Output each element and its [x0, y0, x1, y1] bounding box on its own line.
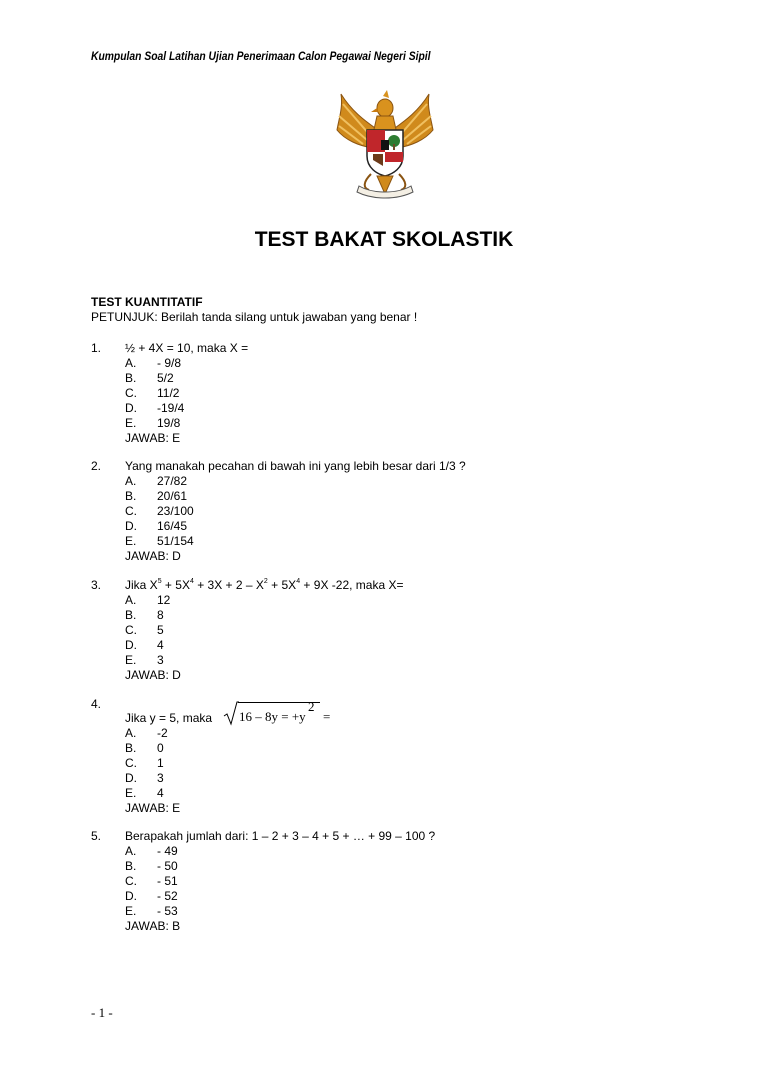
- option-a: A. -2: [125, 726, 168, 740]
- option-c: C. - 51: [125, 874, 178, 888]
- option-b: B. 5/2: [125, 371, 174, 385]
- question-number: 2.: [91, 459, 102, 473]
- question-number: 1.: [91, 341, 102, 355]
- option-b: B. 8: [125, 608, 164, 622]
- section-intro: [91, 295, 417, 325]
- option-b: B. 20/61: [125, 489, 188, 503]
- equals-sign: =: [323, 709, 331, 724]
- option-d: D. 16/45: [125, 519, 188, 533]
- radicand: 16 – 8y = +y: [239, 709, 306, 724]
- option-c: C. 1: [125, 756, 164, 770]
- option-a: A. - 9/8: [125, 356, 182, 370]
- running-header: Kumpulan Soal Latihan Ujian Penerimaan Calon Pegawai Negeri Sipil: [91, 49, 431, 63]
- question-text: ½ + 4X = 10, maka X =: [125, 341, 249, 355]
- option-c: C. 23/100: [125, 504, 194, 518]
- question-text: Jika y = 5, maka 16 – 8y = +y 2 =: [125, 699, 331, 725]
- option-b: B. 0: [125, 741, 164, 755]
- question-text: Jika $X^5 + 5X^4 + 3X + 2 - X^2 + 5X^4 + 9X$ -22, maka X=: [125, 578, 404, 592]
- option-e: E. 4: [125, 786, 164, 800]
- question-text: Berapakah jumlah dari: 1 – 2 + 3 – 4 + 5 + … + 99 – 100 ?: [125, 829, 436, 843]
- square-root-icon: [223, 700, 239, 726]
- question-number: 5.: [91, 829, 102, 843]
- option-d: D. 3: [125, 771, 164, 785]
- option-c: C. 5: [125, 623, 164, 637]
- option-b: B. - 50: [125, 859, 178, 873]
- option-d: D. -19/4: [125, 401, 185, 415]
- garuda-emblem: [333, 90, 437, 202]
- option-d: D. 4: [125, 638, 164, 652]
- question-text: Yang manakah pecahan di bawah ini yang lebih besar dari 1/3 ?: [125, 459, 466, 473]
- document-title: TEST BAKAT SKOLASTIK: [254, 228, 514, 251]
- answer-key: JAWAB: E: [125, 801, 181, 815]
- section-heading: TEST KUANTITATIF: [91, 295, 203, 309]
- answer-key: JAWAB: D: [125, 549, 181, 563]
- option-a: A. 12: [125, 593, 171, 607]
- answer-key: JAWAB: E: [125, 431, 181, 445]
- option-d: D. - 52: [125, 889, 178, 903]
- option-e: E. 3: [125, 653, 164, 667]
- answer-key: JAWAB: D: [125, 668, 181, 682]
- option-c: C. 11/2: [125, 386, 180, 400]
- section-instruction: PETUNJUK: Berilah tanda silang untuk jawaban yang benar !: [91, 310, 418, 324]
- option-a: A. 27/82: [125, 474, 188, 488]
- option-e: E. 51/154: [125, 534, 194, 548]
- option-e: E. - 53: [125, 904, 178, 918]
- question-number: 4.: [91, 697, 102, 711]
- question-number: 3.: [91, 578, 102, 592]
- exponent: 2: [308, 699, 315, 714]
- option-a: A. - 49: [125, 844, 178, 858]
- option-e: E. 19/8: [125, 416, 181, 430]
- answer-key: JAWAB: B: [125, 919, 181, 933]
- page-number: - 1 -: [91, 1005, 113, 1020]
